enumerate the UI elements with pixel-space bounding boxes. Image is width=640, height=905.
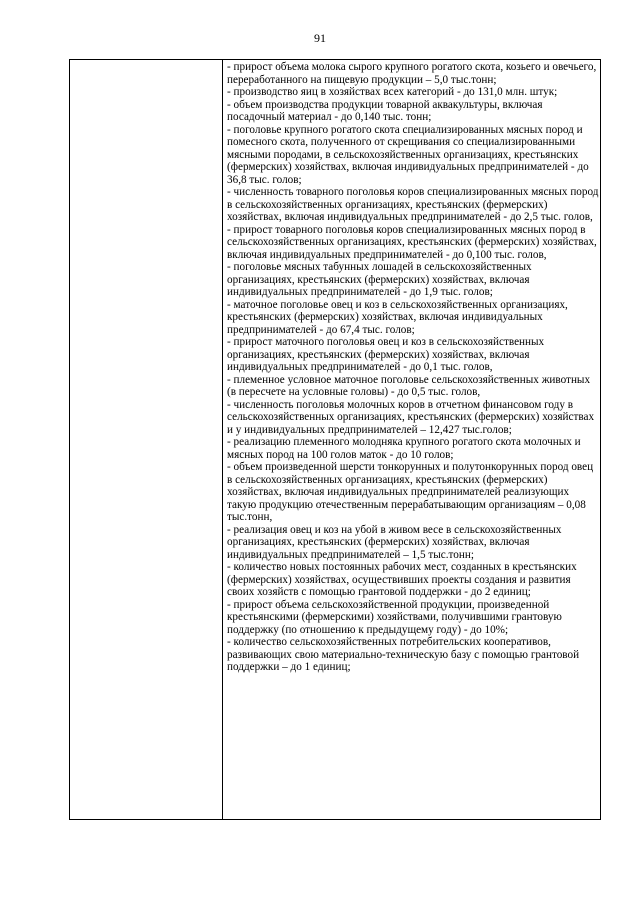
list-item: - количество новых постоянных рабочих мест, созданных в крестьянских (фермерских) хозяйствах, осуществивших проекты создания и развития своих хозяйств с помощью грантовой поддержки - до 2 единиц; (227, 561, 577, 598)
list-item: - поголовье мясных табунных лошадей в сельскохозяйственных организациях, крестьянских (фермерских) хозяйствах, включая индивидуальных предпринимателей - до 1,9 тыс. голов; (227, 261, 532, 298)
list-item: - численность поголовья молочных коров в отчетном финансовом году в сельскохозяйственных организациях, крестьянских (фермерских) хозяйствах и у индивидуальных предпринимателей – 12,427 тыс.голов; (227, 398, 595, 436)
list-item: - поголовье крупного рогатого скота специализированных мясных пород и помесного скота, полученного от скрещивания со специализированными мясными породами, в сельскохозяйственных организациях, крестьянских (фермерских) хозяйствах, включая индивидуальных предпринимателей - до 36,8 тыс. голов; (227, 123, 589, 186)
list-item: - прирост объема сельскохозяйственной продукции, произведенной крестьянскими (фермерскими) хозяйствами, получившими грантовую поддержку (по отношению к предыдущему году) - до 10%; (227, 598, 562, 636)
column-divider (222, 60, 223, 819)
list-item: - маточное поголовье овец и коз в сельскохозяйственных организациях, крестьянских (фермерских) хозяйствах, включая индивидуальных предпринимателей - до 67,4 тыс. голов; (227, 298, 568, 336)
list-item: - количество сельскохозяйственных потребительских кооперативов, развивающих свою материально-техническую базу с помощью грантовой поддержки – до 1 единиц; (227, 636, 580, 673)
document-table (69, 59, 601, 820)
list-item: - численность товарного поголовья коров специализированных мясных пород в сельскохозяйственных организациях, крестьянских (фермерских) хозяйствах, включая индивидуальных предпринимателей - до 2,5 тыс. голов, (227, 186, 599, 223)
list-item: - прирост товарного поголовья коров специализированных мясных пород в сельскохозяйственных организациях, крестьянских (фермерских) хозяйствах, включая индивидуальных предпринимателей - до 0,100 тыс. голов, (227, 223, 597, 261)
list-item: - объем произведенной шерсти тонкорунных и полутонкорунных пород овец в сельскохозяйственных организациях, крестьянских (фермерских) хозяйствах, включая индивидуальных предпринимателей реализующих такую продукцию отечественным перерабатывающим организациям – 0,08 тыс.тонн, (227, 461, 594, 523)
table-cell-content (227, 61, 599, 674)
list-item: - реализацию племенного молодняка крупного рогатого скота молочных и мясных пород на 100 голов маток - до 10 голов; (227, 436, 581, 461)
list-item: - прирост маточного поголовья овец и коз в сельскохозяйственных организациях, крестьянских (фермерских) хозяйствах, включая индивидуальных предпринимателей - до 0,1 тыс. голов, (227, 336, 545, 373)
list-item: - объем производства продукции товарной аквакультуры, включая посадочный материал - до 0,140 тыс. тонн; (227, 98, 543, 123)
list-item: - производство яиц в хозяйствах всех категорий - до 131,0 млн. штук; (227, 86, 558, 98)
list-item: - племенное условное маточное поголовье сельскохозяйственных животных (в пересчете на условные головы) - до 0,5 тыс. голов, (227, 373, 591, 398)
page-number: 91 (314, 31, 326, 45)
list-item: - реализация овец и коз на убой в живом весе в сельскохозяйственных организациях, крестьянских (фермерских) хозяйствах, включая индивидуальных предпринимателей – 1,5 тыс.тонн; (227, 523, 562, 561)
list-item: - прирост объема молока сырого крупного рогатого скота, козьего и овечьего, переработанного на пищевую продукции – 5,0 тыс.тонн; (227, 61, 597, 86)
